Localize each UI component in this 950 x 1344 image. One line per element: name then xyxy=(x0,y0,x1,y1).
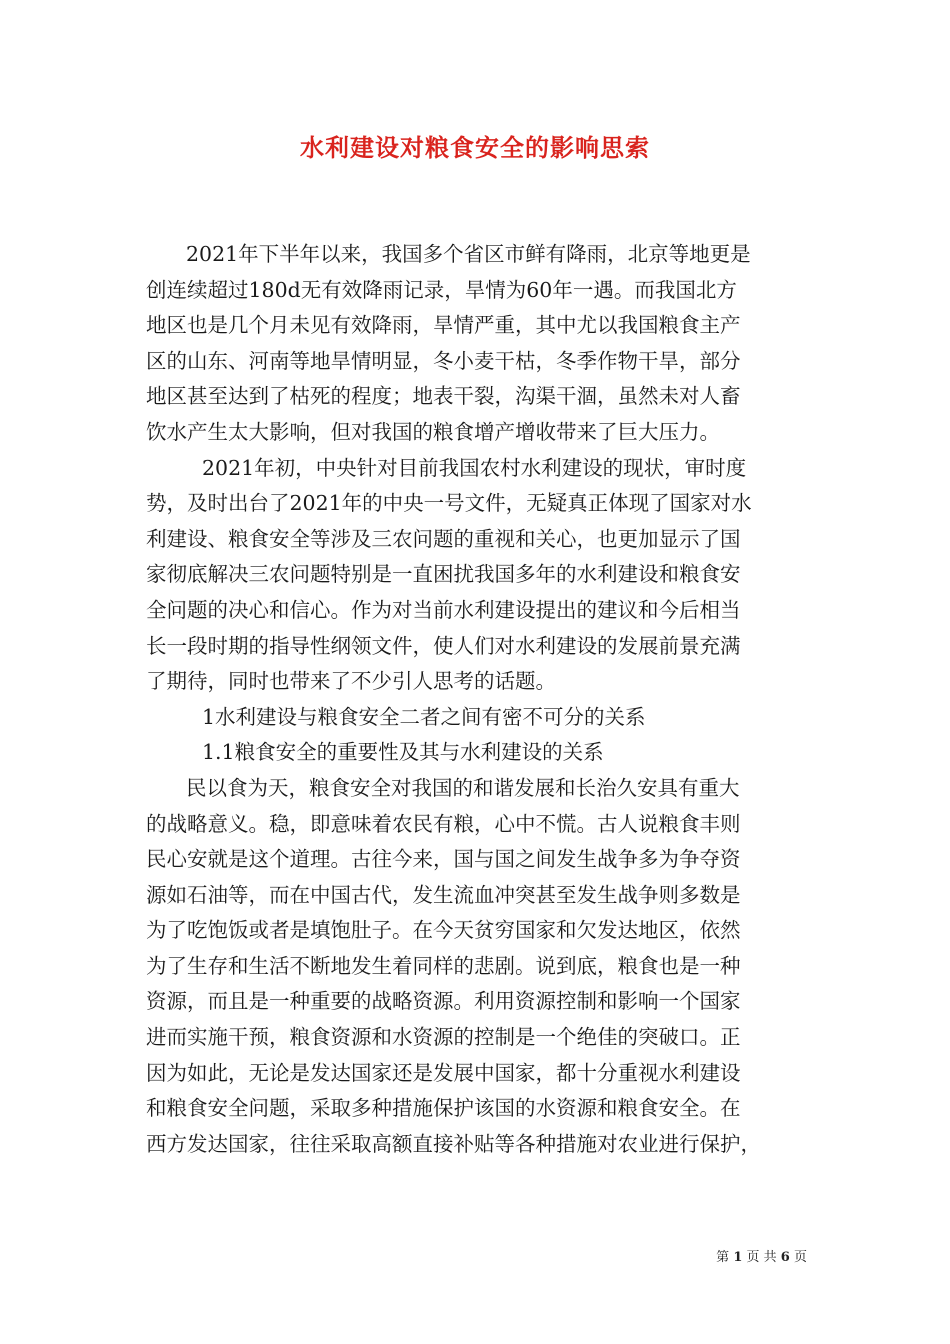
text-line: 的战略意义。稳，即意味着农民有粮，心中不慌。古人说粮食丰则 xyxy=(146,811,741,836)
text-line: 西方发达国家，往往采取高额直接补贴等各种措施对农业进行保护， xyxy=(146,1131,761,1156)
text-line: 2021年初，中央针对目前我国农村水利建设的现状，审时度 xyxy=(202,455,747,480)
footer-middle: 页 共 xyxy=(746,1250,777,1265)
text-line: 饮水产生太大影响，但对我国的粮食增产增收带来了巨大压力。 xyxy=(146,419,720,444)
text-line: 民以食为天，粮食安全对我国的和谐发展和长治久安具有重大 xyxy=(186,775,740,800)
text-line: 因为如此，无论是发达国家还是发展中国家，都十分重视水利建设 xyxy=(146,1060,741,1085)
text-line: 了期待，同时也带来了不少引人思考的话题。 xyxy=(146,669,556,694)
subsection-heading: 1.1粮食安全的重要性及其与水利建设的关系 xyxy=(202,740,604,765)
current-page-number: 1 xyxy=(733,1250,743,1265)
text-line: 为了吃饱饭或者是填饱肚子。在今天贫穷国家和欠发达地区，依然 xyxy=(146,918,741,943)
document-body xyxy=(146,237,810,1162)
text-line: 长一段时期的指导性纲领文件，使人们对水利建设的发展前景充满 xyxy=(146,633,741,658)
text-line: 民心安就是这个道理。古往今来，国与国之间发生战争多为争夺资 xyxy=(146,847,741,872)
text-line: 利建设、粮食安全等涉及三农问题的重视和关心，也更加显示了国 xyxy=(146,526,741,551)
total-page-count: 6 xyxy=(780,1250,790,1265)
text-line: 势，及时出台了2021年的中央一号文件，无疑真正体现了国家对水 xyxy=(146,491,752,516)
text-line: 地区甚至达到了枯死的程度；地表干裂，沟渠干涸，虽然未对人畜 xyxy=(146,384,741,409)
footer-suffix: 页 xyxy=(793,1250,807,1265)
text-line: 地区也是几个月未见有效降雨，旱情严重，其中尤以我国粮食主产 xyxy=(146,313,741,338)
text-line: 为了生存和生活不断地发生着同样的悲剧。说到底，粮食也是一种 xyxy=(146,953,741,978)
text-line: 和粮食安全问题，采取多种措施保护该国的水资源和粮食安全。在 xyxy=(146,1096,741,1121)
text-line: 创连续超过180d无有效降雨记录，旱情为60年一遇。而我国北方 xyxy=(146,277,737,302)
document-title: 水利建设对粮食安全的影响思索 xyxy=(300,133,650,162)
text-line: 2021年下半年以来，我国多个省区市鲜有降雨，北京等地更是 xyxy=(186,242,751,266)
text-line: 区的山东、河南等地旱情明显，冬小麦干枯，冬季作物干旱，部分 xyxy=(146,348,741,373)
text-line: 家彻底解决三农问题特别是一直困扰我国多年的水利建设和粮食安 xyxy=(146,562,741,587)
text-line: 全问题的决心和信心。作为对当前水利建设提出的建议和今后相当 xyxy=(146,597,741,622)
section-heading: 1水利建设与粮食安全二者之间有密不可分的关系 xyxy=(202,704,646,729)
footer-prefix: 第 xyxy=(716,1250,730,1265)
text-line: 源如石油等，而在中国古代，发生流血冲突甚至发生战争则多数是 xyxy=(146,882,741,907)
text-line: 资源，而且是一种重要的战略资源。利用资源控制和影响一个国家 xyxy=(146,989,741,1014)
page-footer xyxy=(716,1249,807,1267)
text-line: 进而实施干预，粮食资源和水资源的控制是一个绝佳的突破口。正 xyxy=(146,1025,741,1050)
